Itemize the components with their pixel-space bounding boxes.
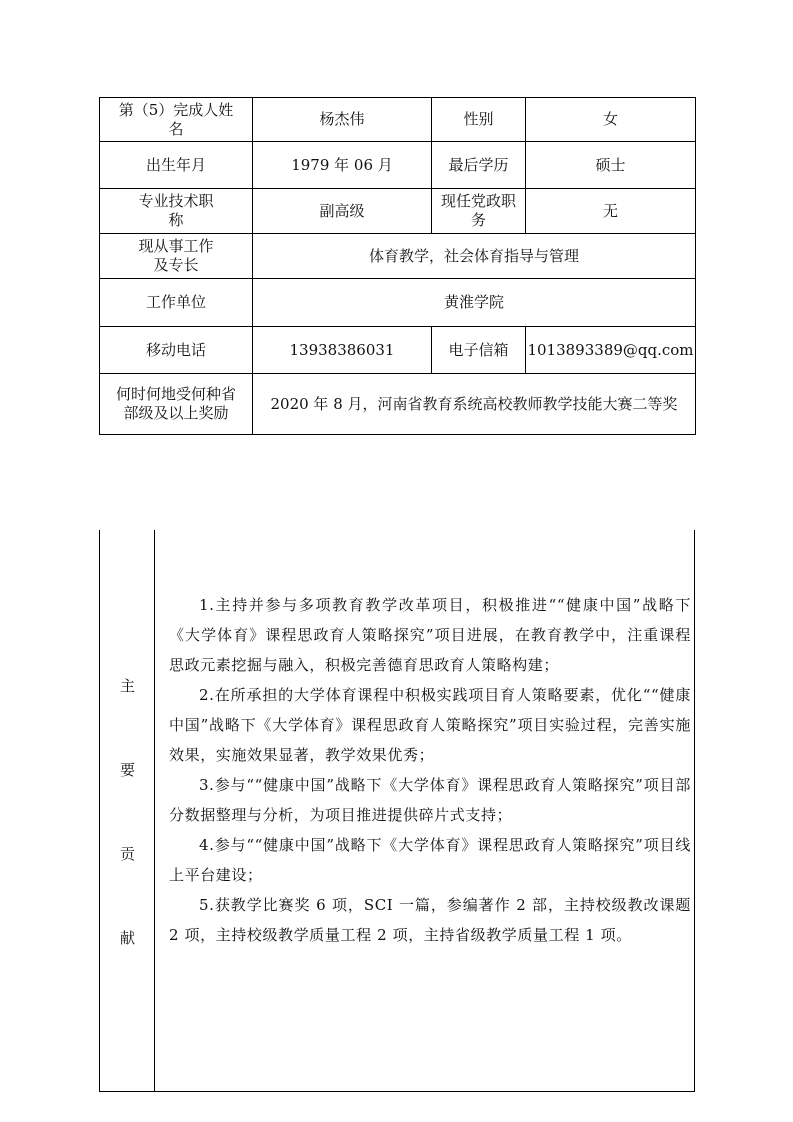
value-email: 1013893389@qq.com — [526, 327, 696, 374]
value-gender: 女 — [526, 98, 696, 142]
label-position: 现任党政职务 — [432, 189, 526, 234]
info-table — [99, 97, 696, 435]
contribution-item: 3.参与““健康中国”战略下《大学体育》课程思政育人策略探究”项目部分数据整理与分析，为项目推进提供碎片式支持； — [169, 776, 691, 824]
value-employer: 黄淮学院 — [253, 279, 696, 327]
contribution-item: 1.主持并参与多项教育教学改革项目，积极推进““健康中国”战略下《大学体育》课程思政育人策略探究”项目进展，在教育教学中，注重课程思政元素挖掘与融入，积极完善德育思政育人策略构建； — [169, 596, 691, 674]
label-email: 电子信箱 — [432, 327, 526, 374]
label-gender: 性别 — [432, 98, 526, 142]
label-degree: 最后学历 — [432, 142, 526, 189]
label-phone: 移动电话 — [100, 327, 253, 374]
row-specialty — [100, 234, 696, 279]
label-char: 贡 — [119, 845, 135, 863]
value-specialty: 体育教学，社会体育指导与管理 — [253, 234, 696, 279]
contribution-item: 5.获教学比赛奖 6 项，SCI 一篇，参编著作 2 部，主持校级教改课题 2 项，主持校级教学质量工程 2 项，主持省级教学质量工程 1 项。 — [169, 896, 691, 944]
row-title — [100, 189, 696, 234]
value-phone: 13938386031 — [253, 327, 432, 374]
row-name — [100, 98, 696, 142]
value-awards: 2020 年 8 月，河南省教育系统高校教师教学技能大赛二等奖 — [253, 374, 696, 435]
row-awards — [100, 374, 696, 435]
label-employer: 工作单位 — [100, 279, 253, 327]
value-degree: 硕士 — [526, 142, 696, 189]
label-specialty: 现从事工作及专长 — [100, 234, 253, 279]
label-birth: 出生年月 — [100, 142, 253, 189]
label-char: 要 — [119, 761, 135, 779]
value-position: 无 — [526, 189, 696, 234]
award-form — [99, 97, 695, 996]
contribution-item: 2.在所承担的大学体育课程中积极实践项目育人策略要素，优化““健康中国”战略下《大学体育》课程思政育人策略探究”项目实验过程，完善实施效果，实施效果显著，教学效果优秀； — [169, 686, 691, 764]
label-char: 主 — [119, 677, 135, 695]
value-birth: 1979 年 06 月 — [253, 142, 432, 189]
row-contact — [100, 327, 696, 374]
contribution-item: 4.参与““健康中国”战略下《大学体育》课程思政育人策略探究”项目线上平台建设； — [169, 836, 691, 884]
label-title: 专业技术职 称 — [100, 189, 253, 234]
value-title: 副高级 — [253, 189, 432, 234]
label-name: 第（5）完成人姓名 — [100, 98, 253, 142]
row-birth — [100, 142, 696, 189]
label-awards: 何时何地受何种省部级及以上奖励 — [100, 374, 253, 435]
row-employer — [100, 279, 696, 327]
label-char: 献 — [119, 929, 135, 947]
value-name: 杨杰伟 — [253, 98, 432, 142]
